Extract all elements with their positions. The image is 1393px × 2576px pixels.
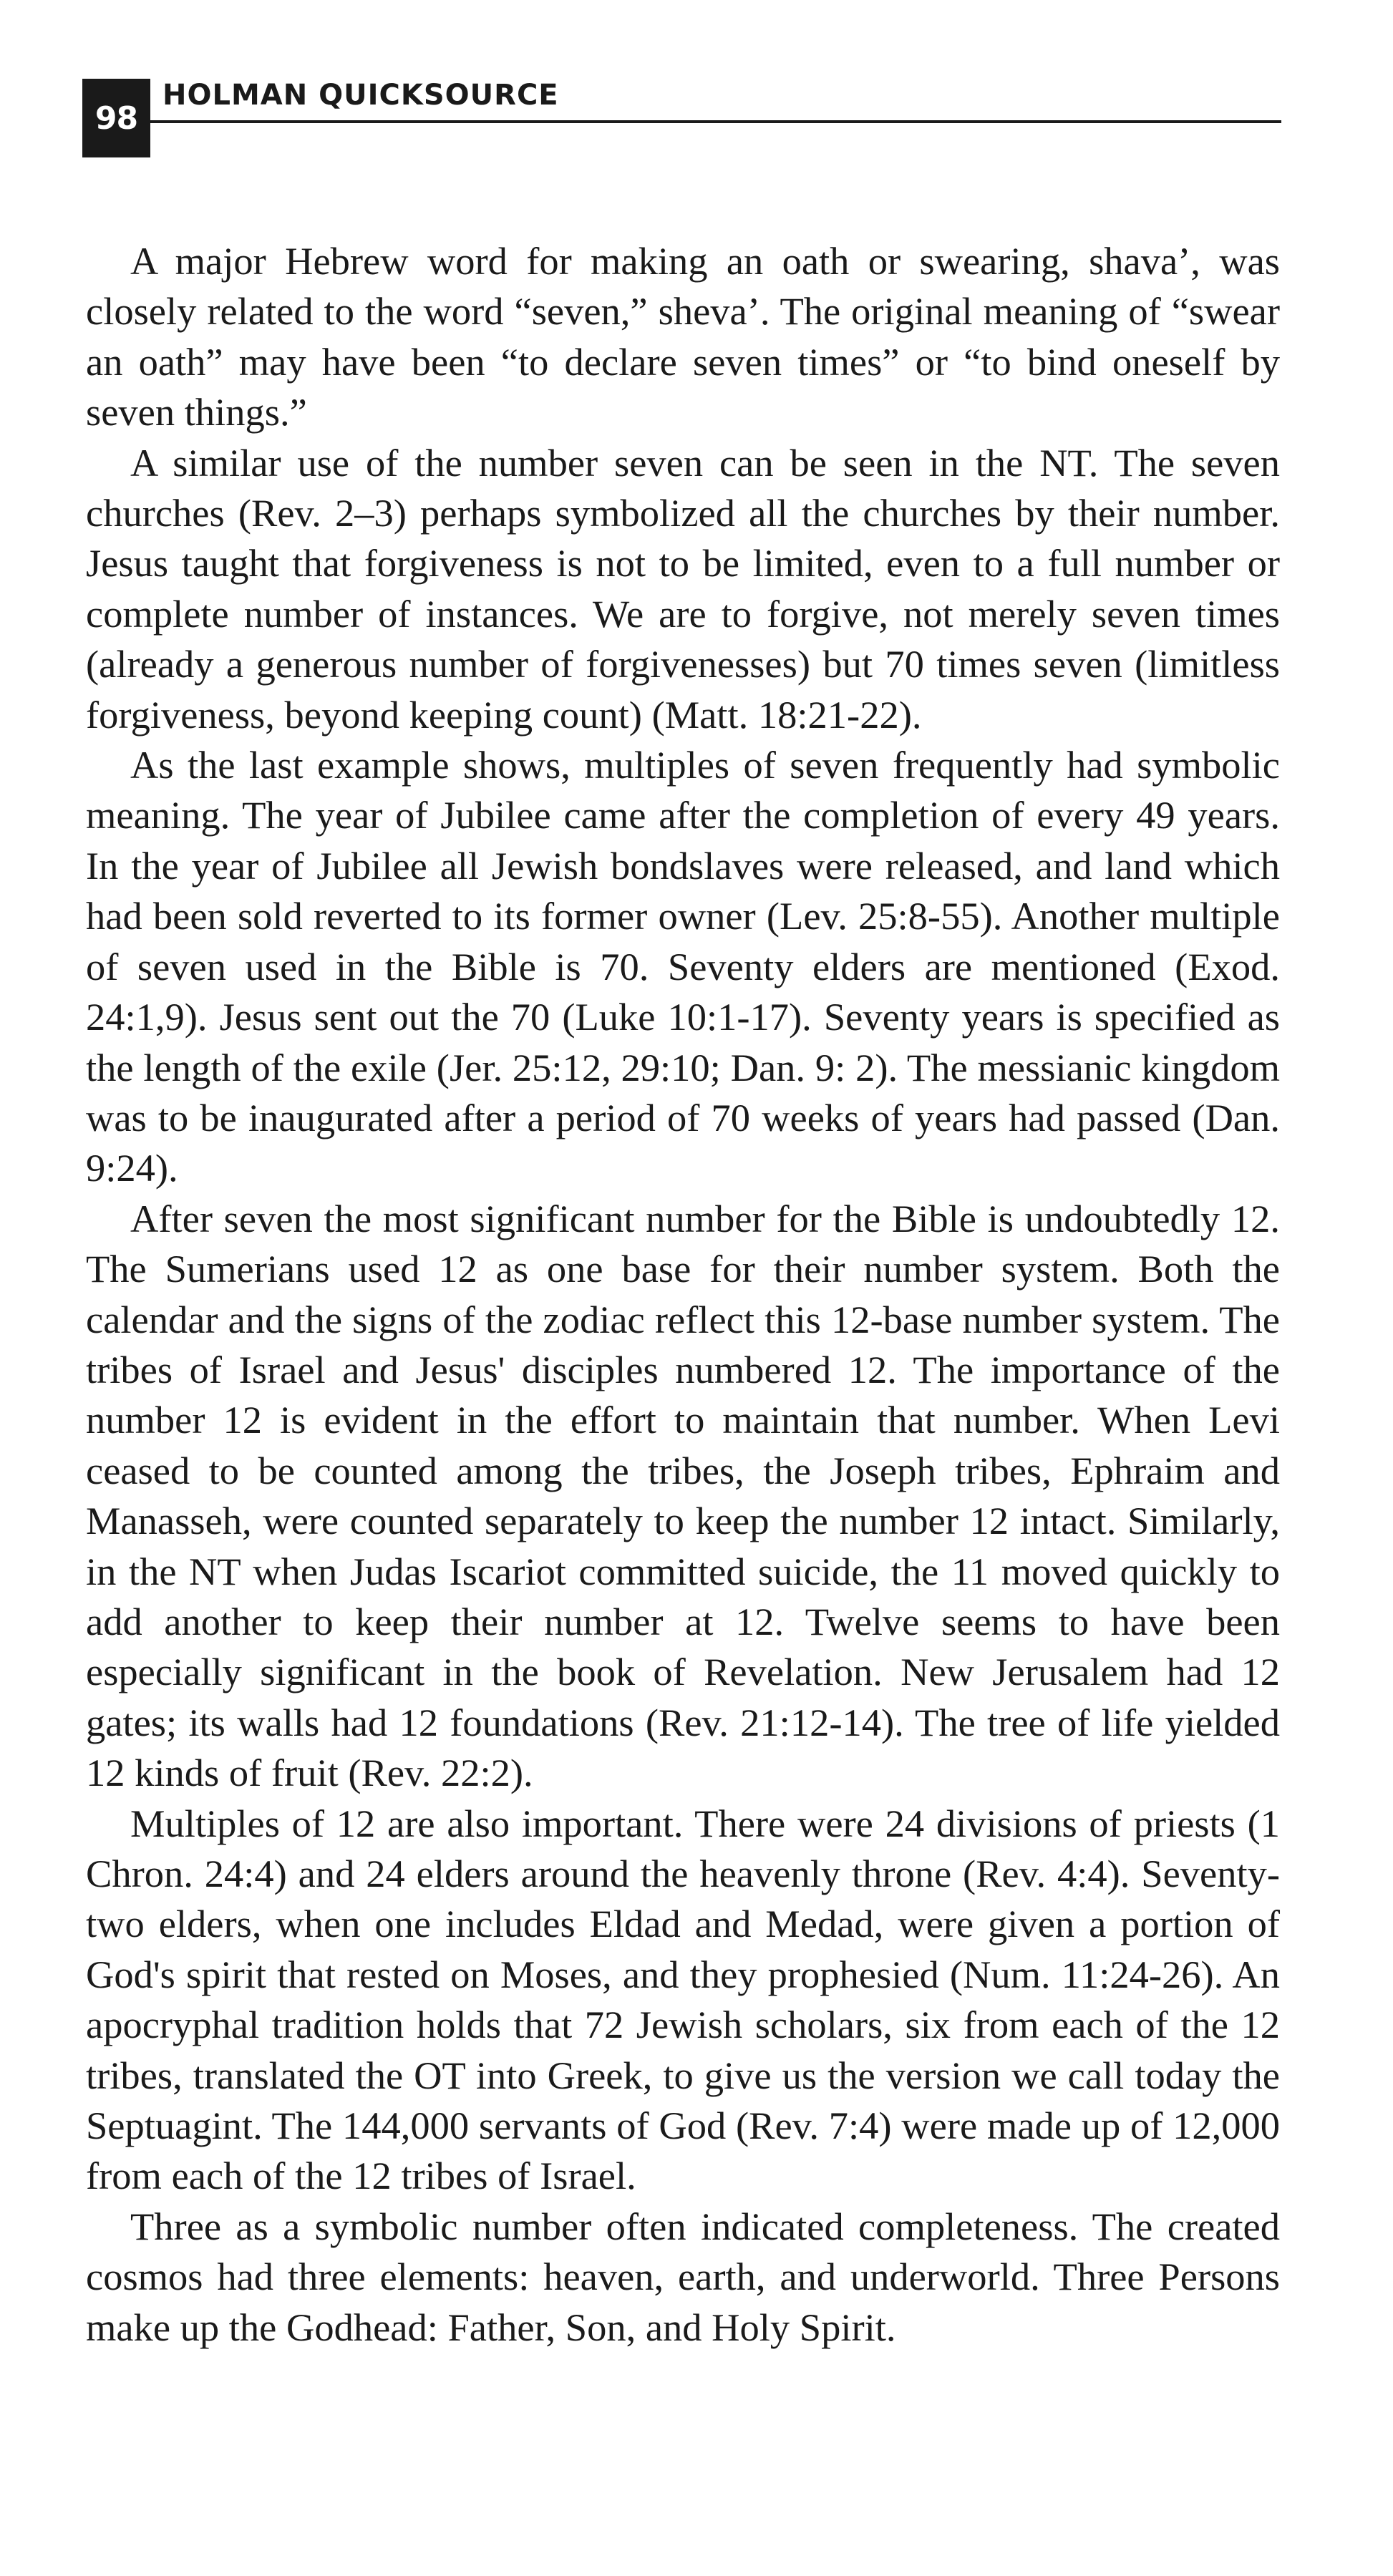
paragraph-oath: A major Hebrew word for making an oath or swearing, shava’, was closely related to the word “seven,” sheva’. The original meaning of “swear an oath” may have been “to declare seven times” or “to bind oneself by seven things.” xyxy=(86,239,1280,434)
paragraph-multiples-of-seven: As the last example shows, multiples of seven frequently had symbolic meaning. The year of Jubilee came after the completion of every 49 years. In the year of Jubilee all Jewish bondslaves were released, and land which had been sold reverted to its former owner (Lev. 25:8-55). Another multiple of seven used in the Bible is 70. Seventy elders are mentioned (Exod. 24:1,9). Jesus sent out the 70 (Luke 10:1-17). Seventy years is specified as the length of the exile (Jer. 25:12, 29:10; Dan. 9: 2). The messianic kingdom was to be inaugurated after a period of 70 weeks of years had passed (Dan. 9:24). xyxy=(86,743,1280,1190)
header-rule xyxy=(150,120,1281,123)
paragraph-three: Three as a symbolic number often indicated completeness. The created cosmos had three elements: heaven, earth, and underworld. Three Persons make up the Godhead: Father, Son, and Holy Spirit. xyxy=(86,2204,1280,2349)
running-head: HOLMAN QUICKSOURCE xyxy=(162,79,559,112)
body-text xyxy=(86,236,1280,2353)
paragraph-twelve: After seven the most significant number for the Bible is undoubtedly 12. The Sumerians used 12 as one base for their number system. Both the calendar and the signs of the zodiac reflect this 12-base number system. The tribes of Israel and Jesus' disciples numbered 12. The importance of the number 12 is evident in the effort to maintain that number. When Levi ceased to be counted among the tribes, the Joseph tribes, Ephraim and Manasseh, were counted separately to keep the number 12 intact. Similarly, in the NT when Judas Iscariot committed suicide, the 11 moved quickly to add another to keep their number at 12. Twelve seems to have been especially significant in the book of Revelation. New Jerusalem had 12 gates; its walls had 12 foundations (Rev. 21:12-14). The tree of life yielded 12 kinds of fruit (Rev. 22:2). xyxy=(86,1196,1280,1795)
paragraph-multiples-of-twelve: Multiples of 12 are also important. There were 24 divisions of priests (1 Chron. 24:4) and 24 elders around the heavenly throne (Rev. 4:4). Seventy-two elders, when one includes Eldad and Medad, were given a portion of God's spirit that rested on Moses, and they prophesied (Num. 11:24-26). An apocryphal tradition holds that 72 Jewish scholars, six from each of the 12 tribes, translated the OT into Greek, to give us the version we call today the Septuagint. The 144,000 servants of God (Rev. 7:4) were made up of 12,000 from each of the 12 tribes of Israel. xyxy=(86,1801,1280,2198)
paragraph-seven-nt: A similar use of the number seven can be seen in the NT. The seven churches (Rev. 2–3) perhaps symbolized all the churches by their number. Jesus taught that forgiveness is not to be limited, even to a full number or complete number of instances. We are to forgive, not merely seven times (already a generous number of forgivenesses) but 70 times seven (limitless forgiveness, beyond keeping count) (Matt. 18:21-22). xyxy=(86,440,1280,737)
page-header xyxy=(82,79,1281,157)
page-number: 98 xyxy=(82,79,150,157)
